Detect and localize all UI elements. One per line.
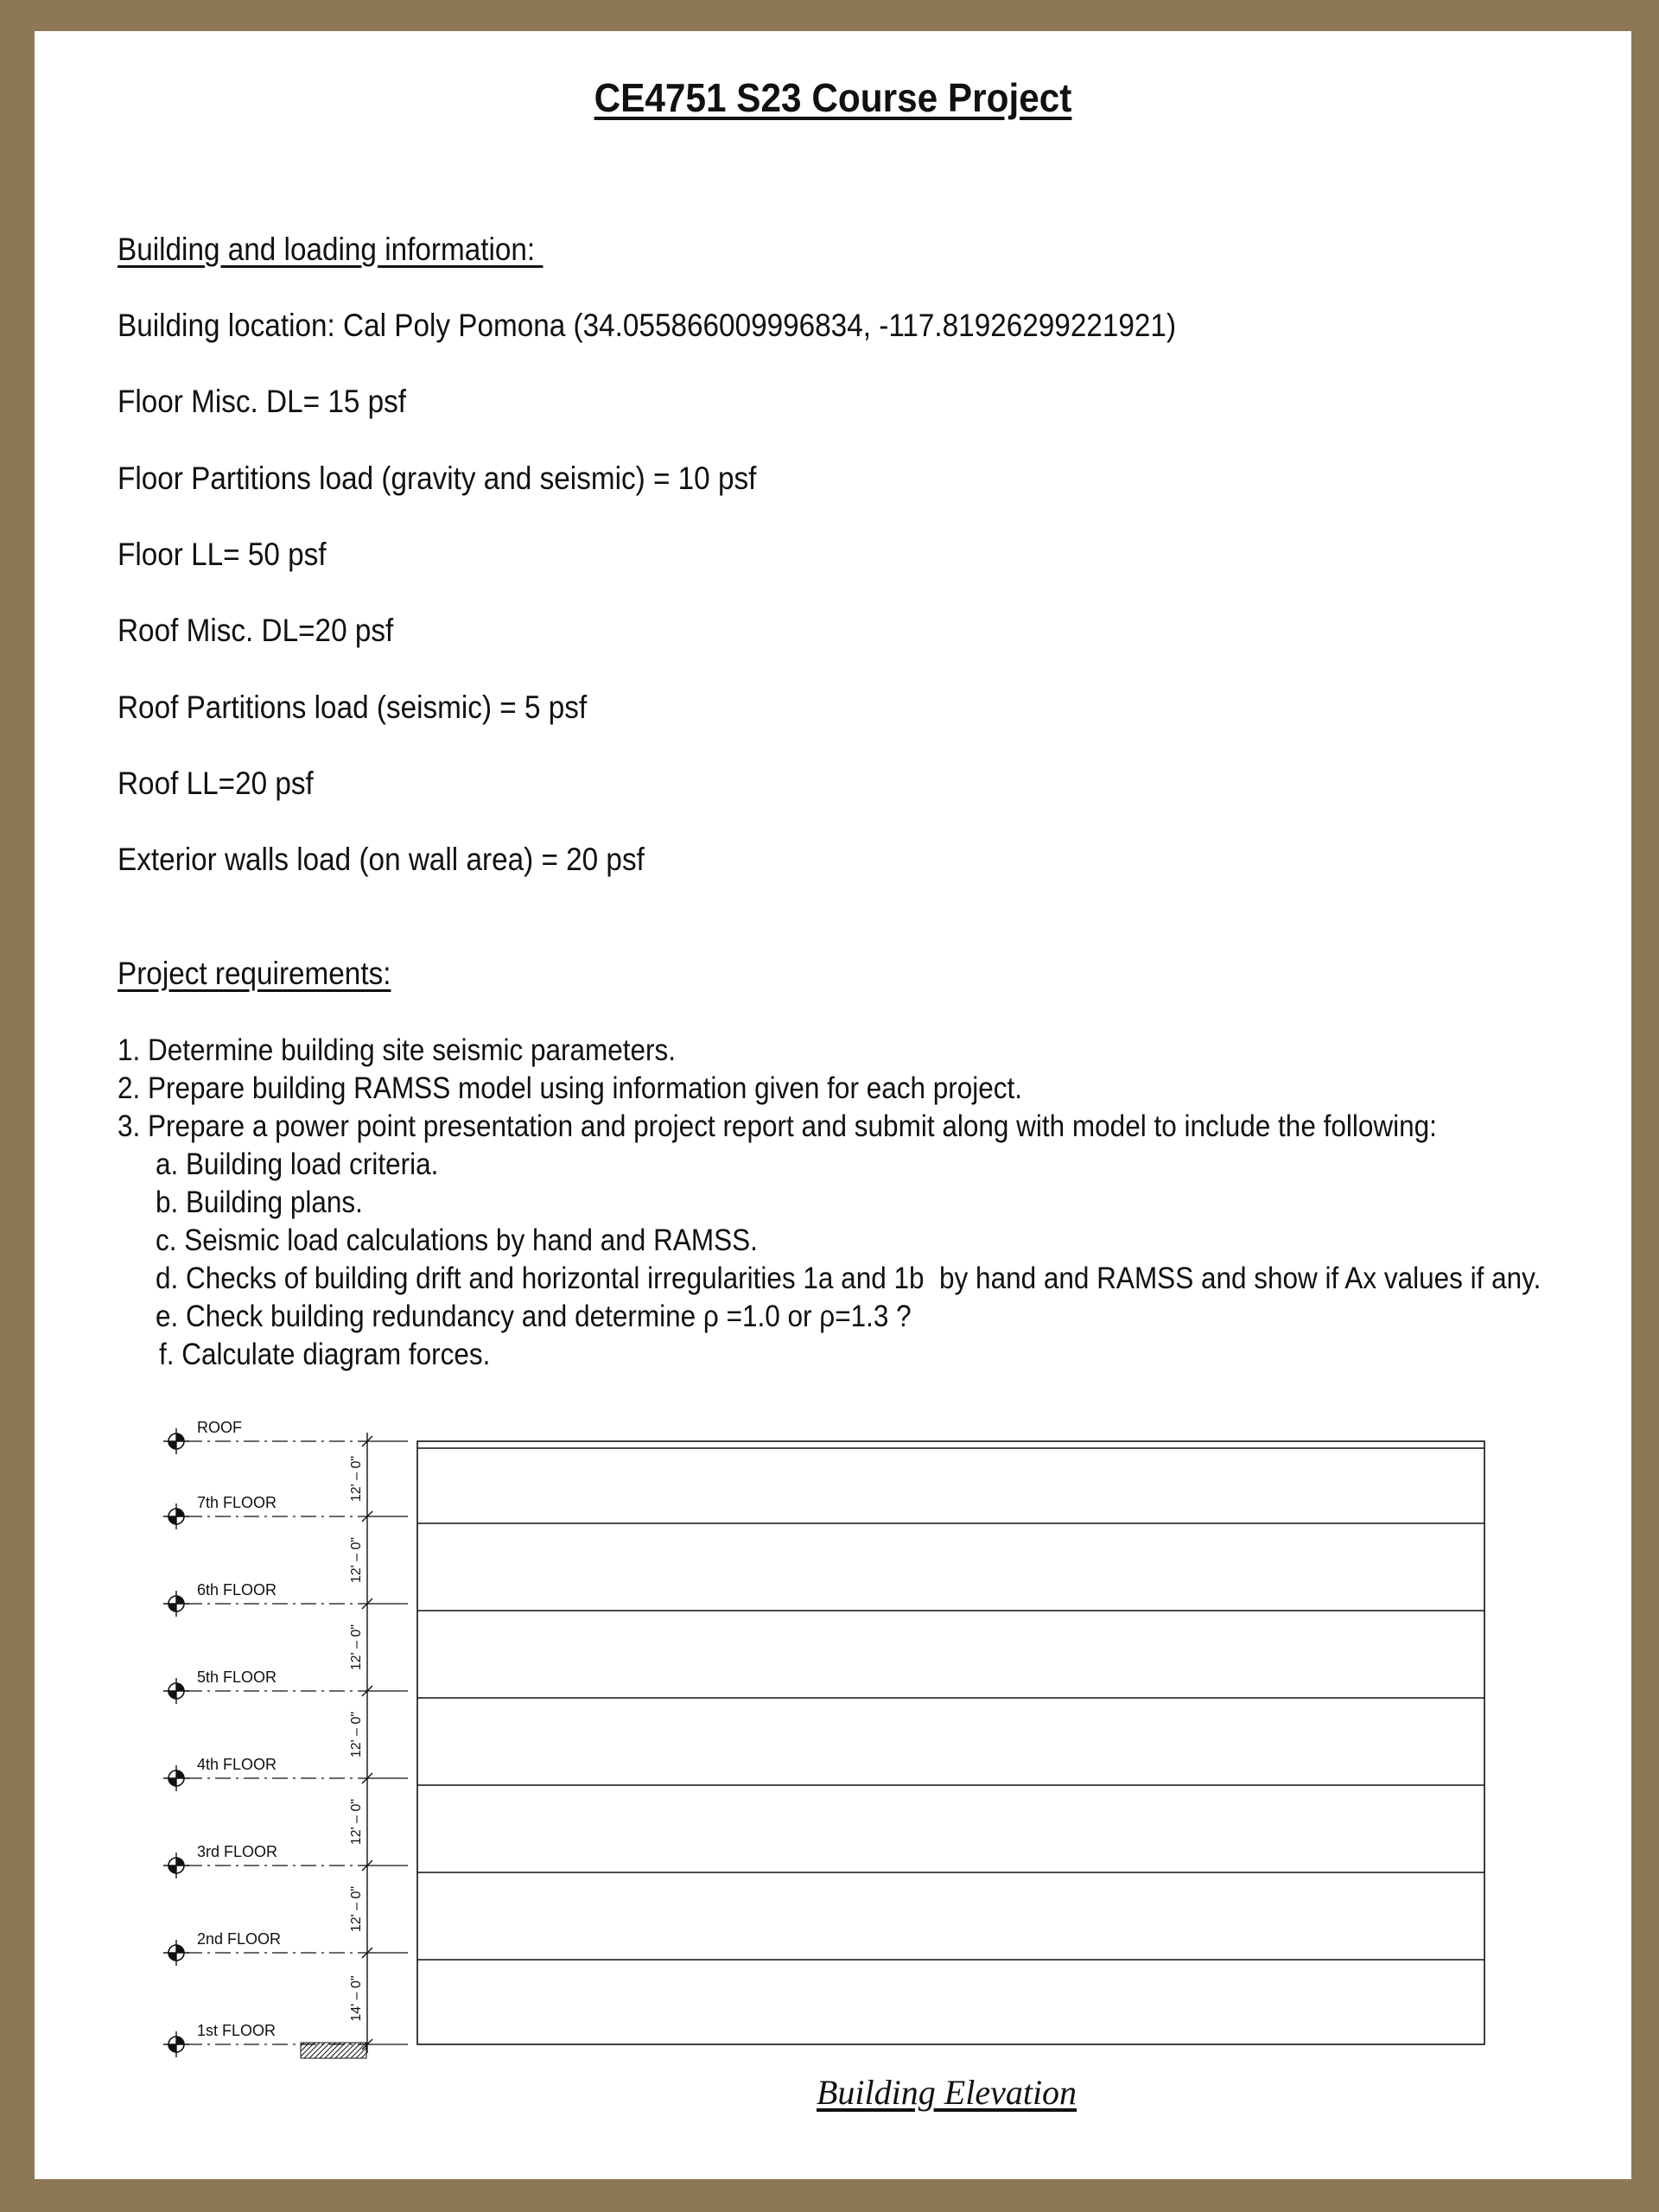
- page-title: CE4751 S23 Course Project: [594, 75, 1072, 120]
- requirement-subitem: b. Building plans.: [156, 1185, 363, 1219]
- story-height-label: 12' – 0": [349, 1536, 364, 1584]
- level-label: ROOF: [197, 1419, 242, 1436]
- level-label: 7th FLOOR: [197, 1494, 277, 1511]
- level-label: 5th FLOOR: [197, 1669, 277, 1686]
- requirement-subitem: c. Seismic load calculations by hand and RAMSS.: [156, 1224, 758, 1257]
- info-exterior-walls: Exterior walls load (on wall area) = 20 psf: [118, 842, 645, 877]
- ground-hatch: [301, 2043, 366, 2058]
- story-height-label: 12' – 0": [349, 1455, 364, 1503]
- story-height-label: 12' – 0": [349, 1798, 364, 1846]
- requirement-subitem: e. Check building redundancy and determine ρ =1.0 or ρ=1.3 ?: [156, 1300, 912, 1333]
- level-label: 6th FLOOR: [197, 1581, 277, 1599]
- info-roof-partitions: Roof Partitions load (seismic) = 5 psf: [118, 690, 588, 725]
- building-outline: [417, 1441, 1484, 2044]
- level-label: 3rd FLOOR: [197, 1843, 278, 1860]
- elevation-caption: Building Elevation: [817, 2073, 1077, 2112]
- info-building-location: Building location: Cal Poly Pomona (34.055866009996834, -117.81926299221921): [118, 308, 1177, 343]
- info-roof-ll: Roof LL=20 psf: [118, 766, 314, 801]
- info-floor-partitions: Floor Partitions load (gravity and seismic) = 10 psf: [118, 461, 757, 496]
- requirement-subitem: f. Calculate diagram forces.: [159, 1338, 491, 1371]
- requirement-item: 1. Determine building site seismic parameters.: [118, 1033, 677, 1067]
- level-label: 1st FLOOR: [197, 2022, 276, 2039]
- story-height-label: 12' – 0": [349, 1711, 364, 1758]
- document-page: [35, 31, 1631, 2179]
- level-label: 4th FLOOR: [197, 1756, 277, 1773]
- story-height-label: 12' – 0": [349, 1624, 364, 1671]
- story-height-label: 14' – 0": [349, 1975, 364, 2022]
- requirement-item: 3. Prepare a power point presentation and project report and submit along with model to include the following:: [118, 1109, 1437, 1143]
- requirements-heading: Project requirements:: [118, 956, 391, 991]
- info-floor-misc-dl: Floor Misc. DL= 15 psf: [118, 384, 407, 419]
- info-floor-ll: Floor LL= 50 psf: [118, 537, 327, 572]
- info-roof-misc-dl: Roof Misc. DL=20 psf: [118, 613, 394, 648]
- building-info-heading: Building and loading information:: [118, 232, 543, 267]
- requirement-item: 2. Prepare building RAMSS model using information given for each project.: [118, 1071, 1023, 1105]
- building-elevation-drawing: [35, 31, 1631, 2179]
- requirement-subitem: a. Building load criteria.: [156, 1147, 439, 1181]
- level-label: 2nd FLOOR: [197, 1930, 282, 1948]
- story-height-label: 12' – 0": [349, 1885, 364, 1933]
- requirement-subitem: d. Checks of building drift and horizontal irregularities 1a and 1b by hand and RAMSS and show if Ax values if any.: [156, 1262, 1541, 1295]
